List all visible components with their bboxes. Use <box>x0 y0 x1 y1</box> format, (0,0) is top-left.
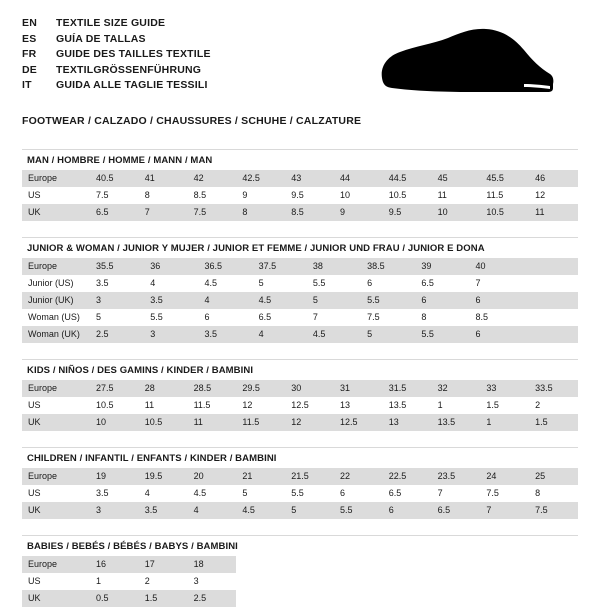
cell: 4 <box>139 485 188 502</box>
cell: 13 <box>334 397 383 414</box>
cell: 0.5 <box>90 590 139 607</box>
language-row <box>22 47 211 62</box>
cell: 4.5 <box>236 502 285 519</box>
cell: 7.5 <box>361 309 415 326</box>
cell: 45.5 <box>480 170 529 187</box>
cell: 11 <box>188 414 237 431</box>
cell: 39 <box>415 258 469 275</box>
cell: 4 <box>144 275 198 292</box>
cell: 18 <box>188 556 237 573</box>
cell: 5.5 <box>334 502 383 519</box>
cell: 5.5 <box>144 309 198 326</box>
cell: 22 <box>334 468 383 485</box>
cell: 31 <box>334 380 383 397</box>
cell: 32 <box>432 380 481 397</box>
cell: 3.5 <box>144 292 198 309</box>
cell: 4.5 <box>307 326 361 343</box>
language-row <box>22 78 211 93</box>
cell: 11.5 <box>188 397 237 414</box>
cell: 35.5 <box>90 258 144 275</box>
table-row <box>22 326 578 343</box>
cell: 12 <box>236 397 285 414</box>
cell: 46 <box>529 170 578 187</box>
cell: 5.5 <box>307 275 361 292</box>
section-title: JUNIOR & WOMAN / JUNIOR Y MUJER / JUNIOR ET FEMME / JUNIOR UND FRAU / JUNIOR E DONA <box>22 237 578 258</box>
cell: 27.5 <box>90 380 139 397</box>
cell: 36.5 <box>198 258 252 275</box>
row-label: UK <box>22 204 90 221</box>
row-label: UK <box>22 502 90 519</box>
cell: 9.5 <box>285 187 334 204</box>
table-row <box>22 380 578 397</box>
cell: 8.5 <box>188 187 237 204</box>
cell: 7.5 <box>90 187 139 204</box>
cell: 13.5 <box>432 414 481 431</box>
cell: 11 <box>432 187 481 204</box>
cell: 42 <box>188 170 237 187</box>
cell: 20 <box>188 468 237 485</box>
cell: 40.5 <box>90 170 139 187</box>
table-row <box>22 502 578 519</box>
cell <box>524 292 578 309</box>
section-title: CHILDREN / INFANTIL / ENFANTS / KINDER / BAMBINI <box>22 447 578 468</box>
cell: 6 <box>415 292 469 309</box>
cell: 31.5 <box>383 380 432 397</box>
cell: 3.5 <box>90 485 139 502</box>
cell: 6.5 <box>415 275 469 292</box>
row-label: Woman (UK) <box>22 326 90 343</box>
table-row <box>22 485 578 502</box>
cell: 6 <box>361 275 415 292</box>
cell: 2 <box>139 573 188 590</box>
cell: 3.5 <box>198 326 252 343</box>
table-row <box>22 187 578 204</box>
cell: 22.5 <box>383 468 432 485</box>
cell: 25 <box>529 468 578 485</box>
table-row <box>22 414 578 431</box>
cell: 5 <box>285 502 334 519</box>
cell-empty <box>236 556 578 573</box>
row-label: Europe <box>22 468 90 485</box>
cell: 4 <box>253 326 307 343</box>
cell: 9 <box>236 187 285 204</box>
size-table-kids <box>22 380 578 431</box>
language-row <box>22 32 211 47</box>
table-row <box>22 468 578 485</box>
row-label: US <box>22 187 90 204</box>
cell: 12 <box>285 414 334 431</box>
section-title: MAN / HOMBRE / HOMME / MANN / MAN <box>22 149 578 170</box>
cell: 7 <box>480 502 529 519</box>
cell: 28.5 <box>188 380 237 397</box>
language-title: GUÍA DE TALLAS <box>56 32 146 45</box>
cell: 21.5 <box>285 468 334 485</box>
language-title: GUIDA ALLE TAGLIE TESSILI <box>56 79 208 91</box>
language-row <box>22 16 211 31</box>
cell: 7.5 <box>188 204 237 221</box>
cell: 5.5 <box>415 326 469 343</box>
language-row <box>22 63 211 78</box>
row-label: US <box>22 485 90 502</box>
cell: 19 <box>90 468 139 485</box>
language-code: FR <box>22 48 37 60</box>
cell: 13 <box>383 414 432 431</box>
cell-empty <box>236 573 578 590</box>
cell: 24 <box>480 468 529 485</box>
cell: 5.5 <box>361 292 415 309</box>
cell: 29.5 <box>236 380 285 397</box>
cell: 8.5 <box>285 204 334 221</box>
cell: 6 <box>470 326 524 343</box>
table-row <box>22 397 578 414</box>
cell: 10.5 <box>90 397 139 414</box>
cell: 10 <box>432 204 481 221</box>
cell: 11.5 <box>236 414 285 431</box>
cell: 8 <box>529 485 578 502</box>
cell: 10.5 <box>139 414 188 431</box>
row-label: US <box>22 397 90 414</box>
dress-shoe-icon <box>374 28 554 101</box>
cell: 5.5 <box>285 485 334 502</box>
cell: 4.5 <box>198 275 252 292</box>
cell <box>524 258 578 275</box>
cell: 5 <box>307 292 361 309</box>
cell: 9.5 <box>383 204 432 221</box>
cell: 7 <box>139 204 188 221</box>
cell: 38.5 <box>361 258 415 275</box>
cell: 8 <box>236 204 285 221</box>
cell: 11 <box>529 204 578 221</box>
cell: 1 <box>90 573 139 590</box>
cell: 6 <box>198 309 252 326</box>
cell: 10.5 <box>383 187 432 204</box>
language-title: TEXTILGRÖSSENFÜHRUNG <box>56 63 202 76</box>
section-babies <box>22 535 578 607</box>
language-code: DE <box>22 63 37 76</box>
table-row <box>22 275 578 292</box>
row-label: Junior (US) <box>22 275 90 292</box>
cell: 45 <box>432 170 481 187</box>
language-code: IT <box>22 79 32 91</box>
cell: 37.5 <box>253 258 307 275</box>
cell: 1 <box>432 397 481 414</box>
cell: 16 <box>90 556 139 573</box>
cell: 2 <box>529 397 578 414</box>
section-kids <box>22 359 578 431</box>
cell: 1.5 <box>139 590 188 607</box>
cell: 13.5 <box>383 397 432 414</box>
size-table-junior-woman <box>22 258 578 343</box>
cell: 2.5 <box>188 590 237 607</box>
cell: 28 <box>139 380 188 397</box>
section-title: BABIES / BEBÉS / BÉBÉS / BABYS / BAMBINI <box>22 535 578 556</box>
section-title: KIDS / NIÑOS / DES GAMINS / KINDER / BAMBINI <box>22 359 578 380</box>
cell: 3.5 <box>90 275 144 292</box>
row-label: UK <box>22 414 90 431</box>
cell: 9 <box>334 204 383 221</box>
table-row <box>22 309 578 326</box>
cell: 7 <box>470 275 524 292</box>
language-code: ES <box>22 32 37 45</box>
cell: 4.5 <box>188 485 237 502</box>
language-title-list <box>22 16 211 93</box>
row-label: Woman (US) <box>22 309 90 326</box>
table-row <box>22 573 578 590</box>
cell: 23.5 <box>432 468 481 485</box>
row-label: US <box>22 573 90 590</box>
cell <box>524 275 578 292</box>
cell: 12.5 <box>285 397 334 414</box>
section-man <box>22 149 578 221</box>
table-row <box>22 204 578 221</box>
cell: 10.5 <box>480 204 529 221</box>
cell: 8 <box>139 187 188 204</box>
row-label: UK <box>22 590 90 607</box>
cell: 41 <box>139 170 188 187</box>
table-row <box>22 170 578 187</box>
cell: 2.5 <box>90 326 144 343</box>
cell: 5 <box>90 309 144 326</box>
language-title: TEXTILE SIZE GUIDE <box>56 17 166 29</box>
cell: 12 <box>529 187 578 204</box>
cell: 10 <box>90 414 139 431</box>
cell: 17 <box>139 556 188 573</box>
row-label: Europe <box>22 258 90 275</box>
cell: 6 <box>334 485 383 502</box>
cell: 1.5 <box>529 414 578 431</box>
cell: 42.5 <box>236 170 285 187</box>
cell: 8.5 <box>470 309 524 326</box>
row-label: Europe <box>22 556 90 573</box>
cell: 1 <box>480 414 529 431</box>
cell: 30 <box>285 380 334 397</box>
cell: 7.5 <box>480 485 529 502</box>
footwear-subtitle: FOOTWEAR / CALZADO / CHAUSSURES / SCHUHE / CALZATURE <box>22 115 362 127</box>
size-table-babies <box>22 556 578 607</box>
table-row <box>22 292 578 309</box>
section-junior-woman <box>22 237 578 343</box>
cell: 4 <box>198 292 252 309</box>
cell: 12.5 <box>334 414 383 431</box>
cell: 44.5 <box>383 170 432 187</box>
cell: 6.5 <box>432 502 481 519</box>
size-table-man <box>22 170 578 221</box>
cell: 3 <box>90 502 139 519</box>
cell: 21 <box>236 468 285 485</box>
cell: 5 <box>253 275 307 292</box>
cell <box>524 326 578 343</box>
cell: 6.5 <box>90 204 139 221</box>
cell: 33.5 <box>529 380 578 397</box>
cell: 3 <box>90 292 144 309</box>
cell: 6 <box>470 292 524 309</box>
row-label: Europe <box>22 380 90 397</box>
cell: 3 <box>144 326 198 343</box>
cell: 6 <box>383 502 432 519</box>
cell: 5 <box>361 326 415 343</box>
cell: 7 <box>307 309 361 326</box>
document-header <box>22 16 578 101</box>
cell: 7.5 <box>529 502 578 519</box>
cell: 40 <box>470 258 524 275</box>
cell: 1.5 <box>480 397 529 414</box>
cell: 11 <box>139 397 188 414</box>
cell <box>524 309 578 326</box>
row-label: Europe <box>22 170 90 187</box>
cell: 44 <box>334 170 383 187</box>
cell: 10 <box>334 187 383 204</box>
cell: 4.5 <box>253 292 307 309</box>
table-row <box>22 258 578 275</box>
cell: 3.5 <box>139 502 188 519</box>
cell: 5 <box>236 485 285 502</box>
cell: 8 <box>415 309 469 326</box>
cell-empty <box>236 590 578 607</box>
cell: 4 <box>188 502 237 519</box>
language-title: GUIDE DES TAILLES TEXTILE <box>56 48 211 60</box>
section-children <box>22 447 578 519</box>
cell: 36 <box>144 258 198 275</box>
cell: 43 <box>285 170 334 187</box>
cell: 7 <box>432 485 481 502</box>
cell: 6.5 <box>253 309 307 326</box>
cell: 3 <box>188 573 237 590</box>
cell: 38 <box>307 258 361 275</box>
cell: 11.5 <box>480 187 529 204</box>
cell: 33 <box>480 380 529 397</box>
cell: 6.5 <box>383 485 432 502</box>
table-row <box>22 590 578 607</box>
cell: 19.5 <box>139 468 188 485</box>
row-label: Junior (UK) <box>22 292 90 309</box>
language-code: EN <box>22 17 37 29</box>
size-table-children <box>22 468 578 519</box>
table-row <box>22 556 578 573</box>
